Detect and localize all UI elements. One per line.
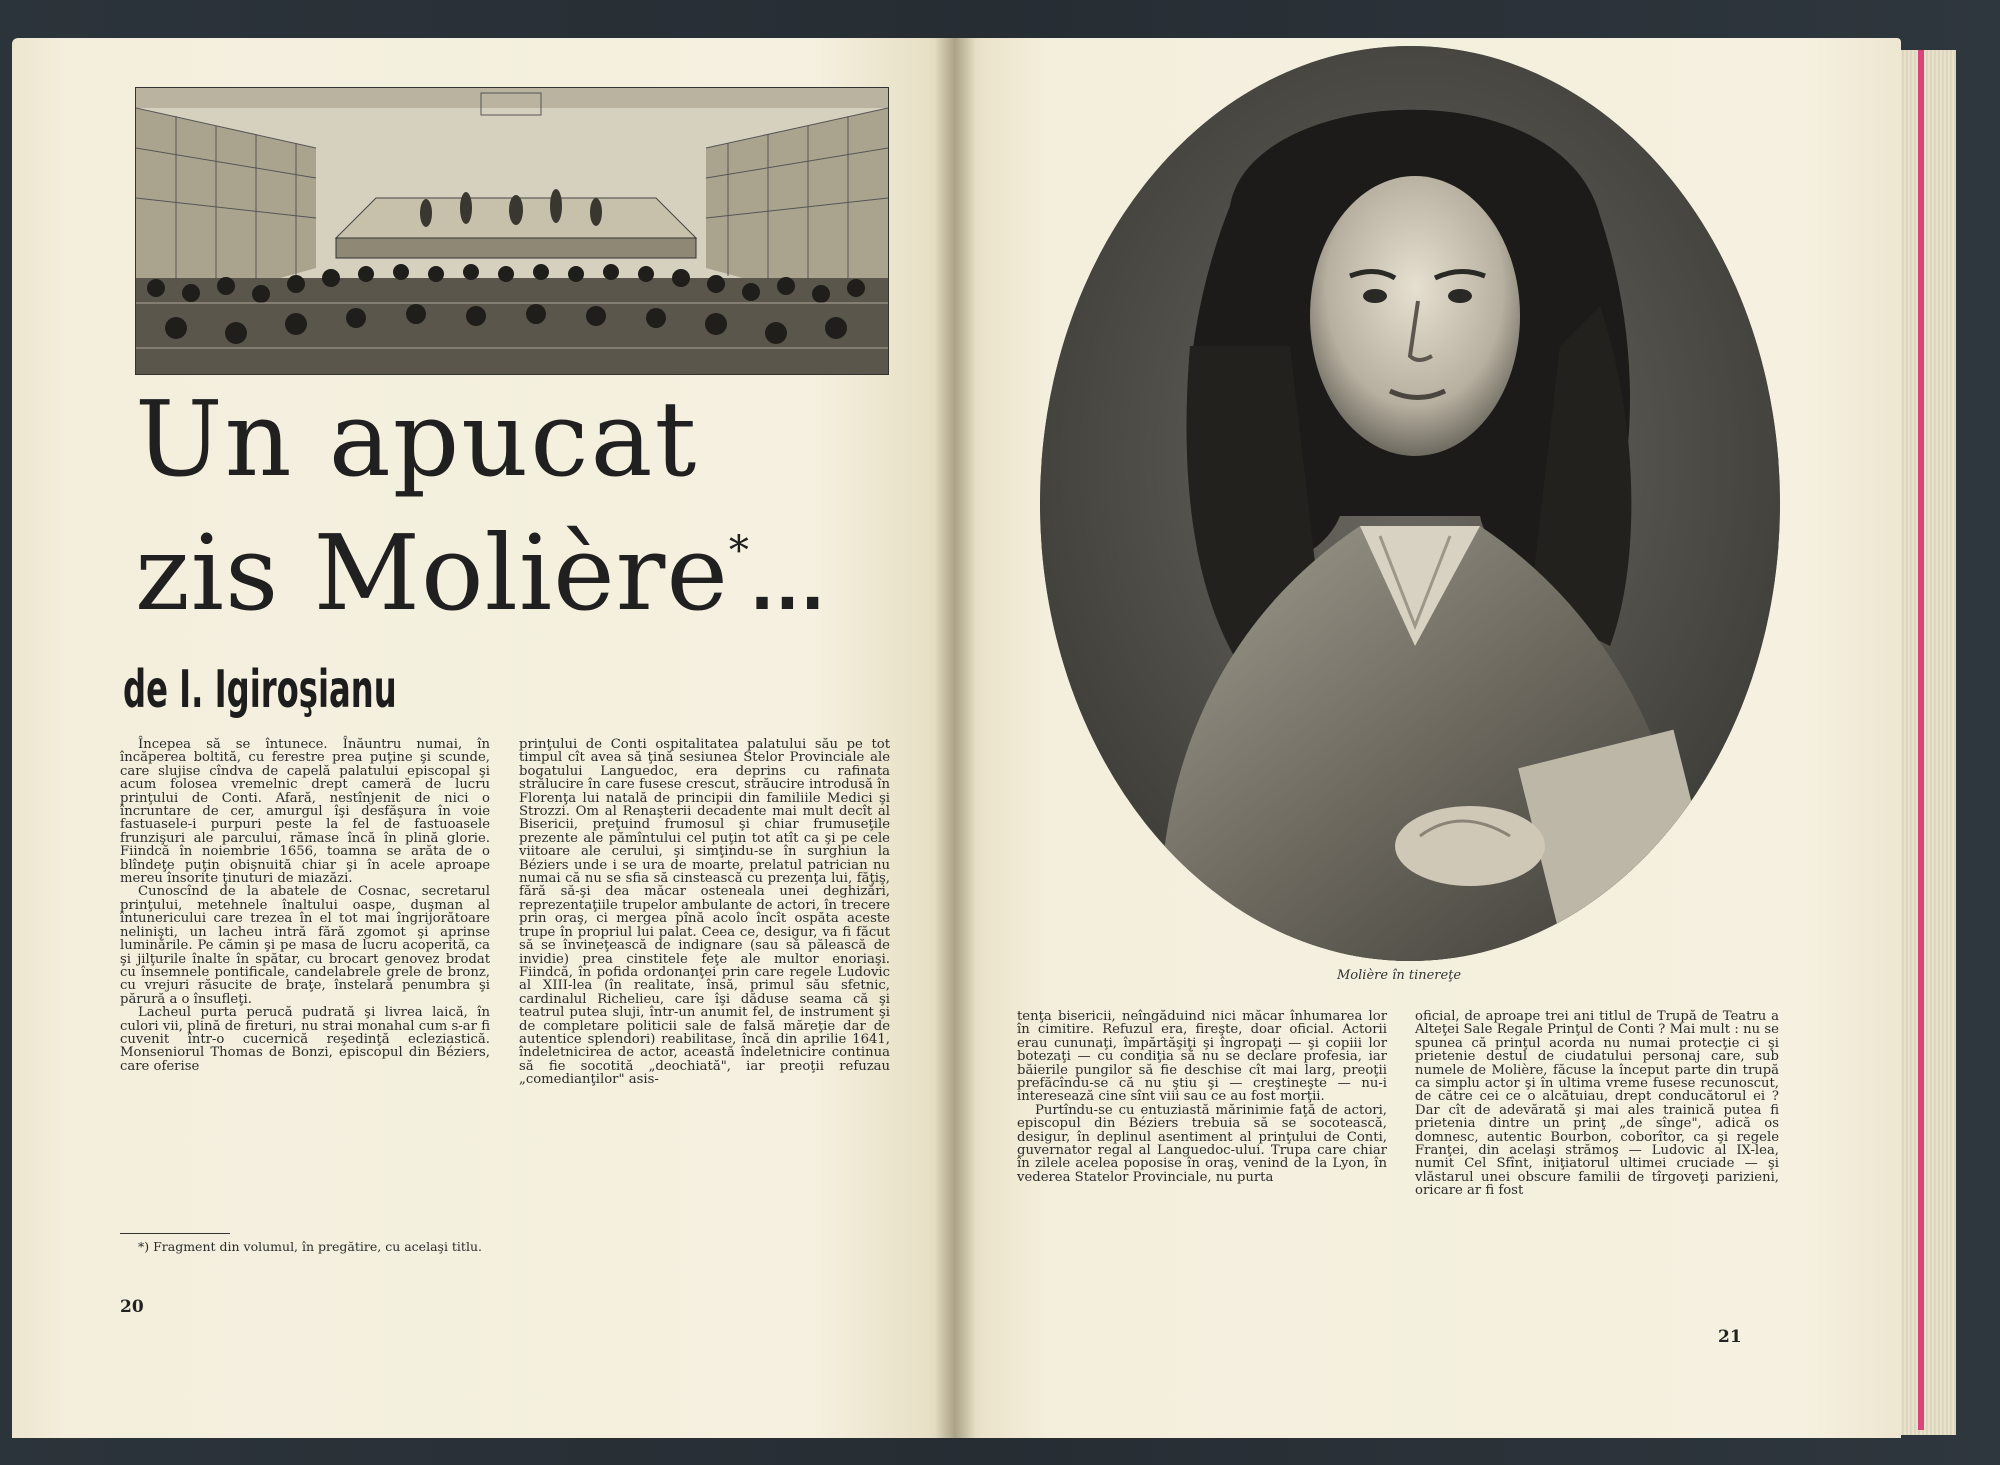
text-column-2 <box>519 738 890 1087</box>
page-number-right: 21 <box>1718 1327 1742 1347</box>
bookmark-ribbon <box>1918 50 1924 1430</box>
title-ellipsis: ... <box>749 551 826 625</box>
footnote-text: *) Fragment din volumul, în pregătire, cu acelaşi titlu. <box>138 1239 482 1254</box>
paragraph: prinţului de Conti ospitalitatea palatului său pe tot timpul cît avea să ţină sesiunea Stelor Provinciale ale bogatului Languedoc, era deprins cu rafinata strălucire în care fusese crescut, străucire introdusă în Florenţa lui natală de principii din familiile Medici şi Strozzi. Om al Renaşterii decadente mai mult decît al Bisericii, preţuind frumosul şi chiar frumuseţile prezente ale pămîntului cel puţin tot atît ca şi pe cele viitoare ale cerului, şi simţindu-se în surghiun la Béziers unde i se ura de moarte, prelatul patrician nu numai că nu se sfia să cinstească cu prezenţa lui, făţiş, fără să-şi dea măcar ostenealа unei deghizări, reprezentaţiile trupelor ambulante de actori, în trecere prin oraş, ci mergea pînă acolo încît ospăta aceste trupe în propriul lui palat. Ceea ce, desigur, va fi făcut să se învineţească de indignare (sau să pălească de invidie) prea cinstitele feţe ale multor enoriaşi. Fiindcă, în pofida ordonanţei prin care regele Ludovic al XIII-lea (în realitate, însă, primul său sfetnic, cardinalul Richelieu, care îşi dăduse seama că şi teatrul putea sluji, într-un anumit fel, de instrument şi de completare politicii sale de falsă măreţie dar de autentice splendori) reabilitase, încă din aprilie 1641, îndeletnicirea de actor, această îndeletnicire continua să fie socotită „deochiată", iar preoţii refuzau „comedianţilor" asis- <box>519 737 890 1088</box>
portrait-caption: Molière în tinereţe <box>1337 968 1462 983</box>
title-footnote-mark: * <box>728 528 750 574</box>
engraving-illustration <box>136 88 888 374</box>
footnote <box>120 1240 490 1254</box>
page-edges <box>1900 50 1956 1435</box>
moliere-portrait <box>1040 46 1780 961</box>
article-title-line1: Un apucat <box>135 378 699 500</box>
article-byline: de I. Igiroşianu <box>123 660 397 720</box>
text-column-1 <box>120 738 490 1073</box>
paragraph: Purtîndu-se cu entuziastă mărinimie faţă de actori, episcopul din Béziers trebuia să se socotească, desigur, în deplinul asentiment al prinţului de Conti, guvernator regal al Languedoc-ului. Trupa care chiar în zilele acelea poposise în oraş, venind de la Lyon, în vederea Statelor Provinciale, nu purta <box>1017 1102 1387 1185</box>
text-column-3 <box>1017 1010 1387 1184</box>
portrait-illustration <box>1040 46 1780 961</box>
footnote-rule <box>120 1233 230 1234</box>
paragraph: Cunoscînd de la abatele de Cosnac, secretarul prinţului, metehnele înaltului oaspe, duşman al întunericului care trezea în el tot mai îngrijorătoare nelinişti, un lacheu intră fără zgomot şi aprinse luminările. Pe cămin şi pe masa de lucru acoperită, ca şi jilţurile înalte în spătar, cu brocart genovez brodat cu însemnele pontificale, candelabrele grele de bronz, cu vrejuri răsucite de braţe, înstelară penumbra şi părură a o însufleţi. <box>120 884 490 1007</box>
text-column-4 <box>1415 1010 1779 1198</box>
paragraph: oficial, de aproape trei ani titlul de Trupă de Teatru a Alteţei Sale Regale Prinţul de Conti ? Mai mult : nu se spunea că prinţul acorda nu numai protecţie ci şi prietenie destul de ciudatului personaj care, sub numele de Molière, făcuse la început parte din trupă ca simplu actor şi în ultima vreme fusese recunoscut, de către cei ce o alcătuiau, drept conducătorul ei ? Dar cît de adevărată şi mai ales trainică putea fi prietenia dintre un prinţ „de sînge", adică os domnesc, autentic Bourbon, coborîtor, ca şi regele Franţei, din acelaşi strămoş — Ludovic al IX-lea, numit Cel Sfînt, iniţiatorul ultimei cruciade — şi vlăstarul unei obscure familii de tîrgoveţi parizieni, oricare ar fi fost <box>1415 1009 1779 1199</box>
paragraph: tenţa bisericii, neîngăduind nici măcar înhumarea lor în cimitire. Refuzul era, fireşte, doar oficial. Actorii erau cununaţi, împărtăşiţi şi îngropaţi — şi copiii lor botezaţi — cu condiţia să nu se declare profesia, iar băierile pungilor să fie deschise cît mai larg, preoţii prefăcîndu-se că nu ştiu şi — creştineşte — nu-i interesează cine sînt viii sau ce au fost morţii. <box>1017 1009 1387 1105</box>
theatre-engraving <box>135 87 889 375</box>
paragraph: Începea să se întunece. Înăuntru numai, în încăperea boltită, cu ferestre prea puţine şi scunde, care slujise cîndva de capelă palatului episcopal şi acum folosea vremelnic drept cameră de lucru prinţului de Conti. Afară, nestînjenit de nici o încruntare de cer, amurgul îşi desfăşura în voie fastuasele-i purpuri peste la fel de fastuoasele frunzişuri ale parcului, rămase încă în plină glorie. Fiindcă în noiembrie 1656, toamna se arăta de o blîndeţe puţin obişnuită chiar şi în acele aproape mereu însorite ţinuturi de miazăzi. <box>120 737 490 887</box>
article-title-line2 <box>135 512 826 634</box>
article-title-text: zis Molière <box>135 512 729 634</box>
page-number-left: 20 <box>120 1297 144 1317</box>
book-gutter <box>935 38 975 1438</box>
paragraph: Lacheul purta perucă pudrată şi livrea laică, în culori vii, plină de fireturi, nu strai monahal cum s-ar fi cuvenit într-o cucernică reşedinţă ecleziastică. Monseniorul Thomas de Bonzi, episcopul din Béziers, care oferise <box>120 1005 490 1074</box>
